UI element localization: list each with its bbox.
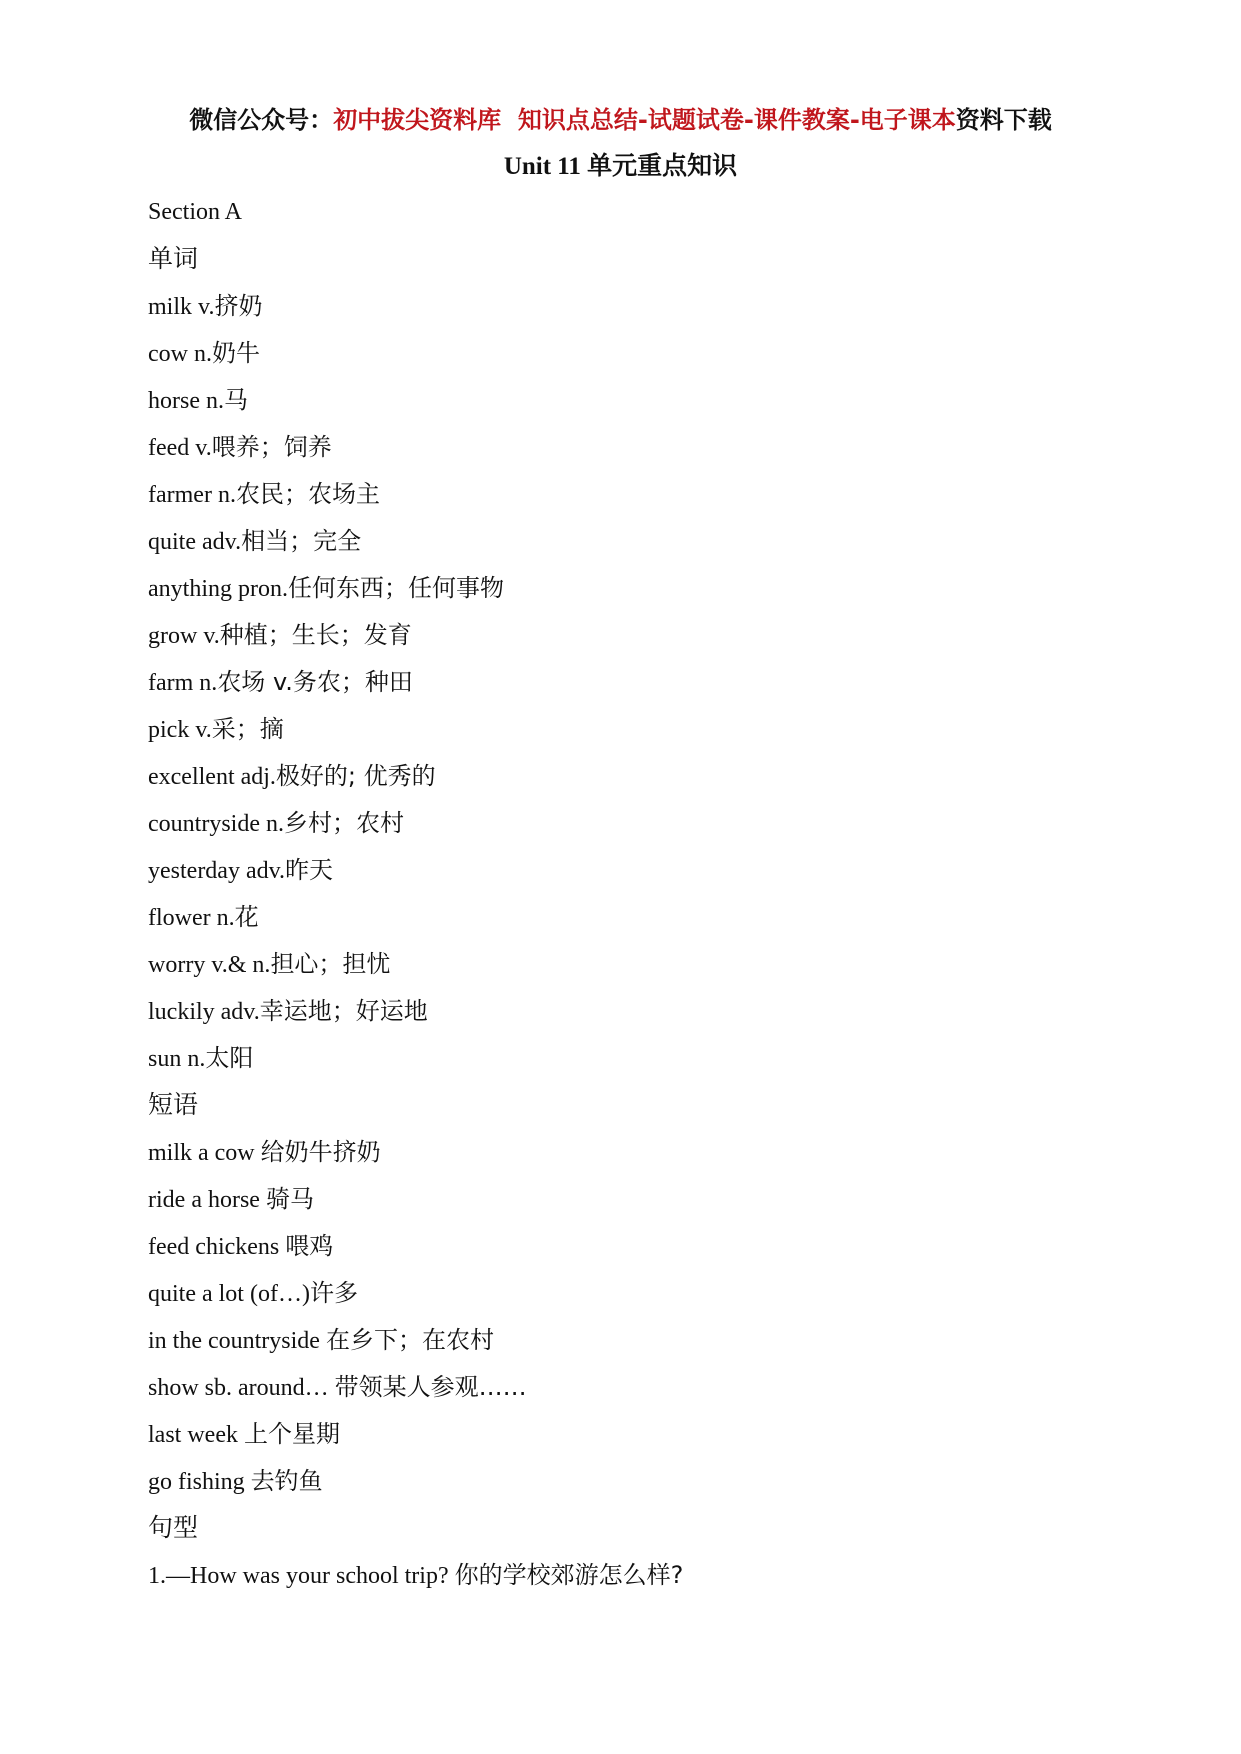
phrase-item-en: milk a cow <box>148 1140 261 1166</box>
vocab-item-zh: 相当；完全 <box>241 527 362 555</box>
vocab-item-en: farm n. <box>148 670 218 696</box>
page-title <box>0 150 1241 183</box>
vocab-item <box>148 431 1148 478</box>
vocab-item <box>148 666 1148 713</box>
page-header <box>0 104 1241 136</box>
header-prefix: 微信公众号： <box>189 106 334 134</box>
title-en: Unit 11 <box>503 153 588 180</box>
header-topics: 知识点总结-试题试卷-课件教案-电子课本 <box>517 106 956 134</box>
vocab-item-zh: 幸运地；好运地 <box>259 997 428 1025</box>
phrase-item-en: in the countryside <box>148 1328 326 1354</box>
sentence-item-zh: 你的学校郊游怎么样? <box>454 1561 684 1589</box>
phrase-item-en: ride a horse <box>148 1187 266 1213</box>
vocab-item-en: flower n. <box>148 905 235 931</box>
document-body <box>148 196 1148 1606</box>
vocab-item-zh: 种植；生长；发育 <box>219 621 412 649</box>
vocab-item-en: luckily adv. <box>148 999 260 1025</box>
vocab-item <box>148 760 1148 807</box>
vocab-item-en: worry v.& n. <box>148 952 271 978</box>
vocab-item-zh: 乡村；农村 <box>283 809 404 837</box>
phrase-item-zh: 上个星期 <box>243 1420 340 1448</box>
vocab-item-en: yesterday adv. <box>148 858 286 884</box>
vocab-item-zh: 花 <box>234 903 259 931</box>
vocab-item <box>148 619 1148 666</box>
vocab-item <box>148 525 1148 572</box>
phrase-item <box>148 1418 1148 1465</box>
vocab-item-zh: 任何东西；任何事物 <box>287 574 504 602</box>
sentence-item-en: 1.—How was your school trip? <box>148 1563 455 1589</box>
vocab-item <box>148 572 1148 619</box>
vocab-item-zh: 采；摘 <box>211 715 284 743</box>
vocab-item-zh: 挤奶 <box>214 292 263 320</box>
vocab-item <box>148 1042 1148 1089</box>
vocab-item-en: grow v. <box>148 623 220 649</box>
phrase-item-zh: 喂鸡 <box>285 1232 334 1260</box>
phrase-item-en: quite a lot (of…) <box>148 1281 310 1307</box>
vocab-heading: 单词 <box>148 244 199 273</box>
header-suffix: 资料下载 <box>955 106 1052 134</box>
phrase-item-en: last week <box>148 1422 244 1448</box>
phrase-item-zh: 许多 <box>309 1279 358 1307</box>
phrase-item-zh: 骑马 <box>265 1185 314 1213</box>
vocab-list <box>148 290 1148 1089</box>
phrase-item <box>148 1183 1148 1230</box>
vocab-item-zh: 太阳 <box>205 1044 254 1072</box>
phrase-item <box>148 1371 1148 1418</box>
vocab-item-en: countryside n. <box>148 811 284 837</box>
title-zh: 单元重点知识 <box>587 151 738 180</box>
vocab-item-en: pick v. <box>148 717 212 743</box>
vocab-item-en: horse n. <box>148 388 224 414</box>
vocab-item <box>148 901 1148 948</box>
sentences-list <box>148 1559 1148 1606</box>
phrase-item-en: show sb. around… <box>148 1375 335 1401</box>
vocab-item <box>148 854 1148 901</box>
phrase-item <box>148 1277 1148 1324</box>
phrase-item-zh: 带领某人参观…… <box>334 1373 527 1401</box>
phrase-item <box>148 1465 1148 1512</box>
vocab-item-zh: 担心；担忧 <box>270 950 391 978</box>
vocab-item-zh: 喂养；饲养 <box>211 433 332 461</box>
vocab-item-zh: 马 <box>223 386 248 414</box>
vocab-item <box>148 948 1148 995</box>
vocab-item-en: feed v. <box>148 435 212 461</box>
phrase-item-en: feed chickens <box>148 1234 286 1260</box>
vocab-item-en: excellent adj. <box>148 764 276 790</box>
vocab-item-zh: 昨天 <box>285 856 334 884</box>
vocab-item <box>148 995 1148 1042</box>
vocab-item <box>148 478 1148 525</box>
phrase-item <box>148 1136 1148 1183</box>
phrase-item <box>148 1324 1148 1371</box>
vocab-item <box>148 337 1148 384</box>
section-label: Section A <box>148 199 242 225</box>
phrase-item-en: go fishing <box>148 1469 251 1495</box>
vocab-item-zh: 农场 v.务农；种田 <box>217 668 413 696</box>
vocab-item-en: farmer n. <box>148 482 236 508</box>
phrase-item-zh: 给奶牛挤奶 <box>260 1138 381 1166</box>
sentences-heading: 句型 <box>148 1513 199 1542</box>
vocab-item-zh: 奶牛 <box>211 339 260 367</box>
vocab-item <box>148 384 1148 431</box>
vocab-item <box>148 290 1148 337</box>
phrases-heading: 短语 <box>148 1090 199 1119</box>
vocab-item <box>148 807 1148 854</box>
vocab-item <box>148 713 1148 760</box>
vocab-item-en: sun n. <box>148 1046 206 1072</box>
phrase-item-zh: 去钓鱼 <box>250 1467 323 1495</box>
vocab-item-zh: 农民；农场主 <box>235 480 380 508</box>
vocab-item-en: anything pron. <box>148 576 288 602</box>
vocab-item-en: milk v. <box>148 294 215 320</box>
header-sep <box>501 106 518 134</box>
vocab-item-zh: 极好的; 优秀的 <box>275 762 436 790</box>
sentence-item <box>148 1559 1148 1606</box>
header-brand: 初中拔尖资料库 <box>333 106 502 134</box>
phrase-item-zh: 在乡下；在农村 <box>325 1326 494 1354</box>
phrases-list <box>148 1136 1148 1512</box>
phrase-item <box>148 1230 1148 1277</box>
vocab-item-en: quite adv. <box>148 529 242 555</box>
vocab-item-en: cow n. <box>148 341 212 367</box>
